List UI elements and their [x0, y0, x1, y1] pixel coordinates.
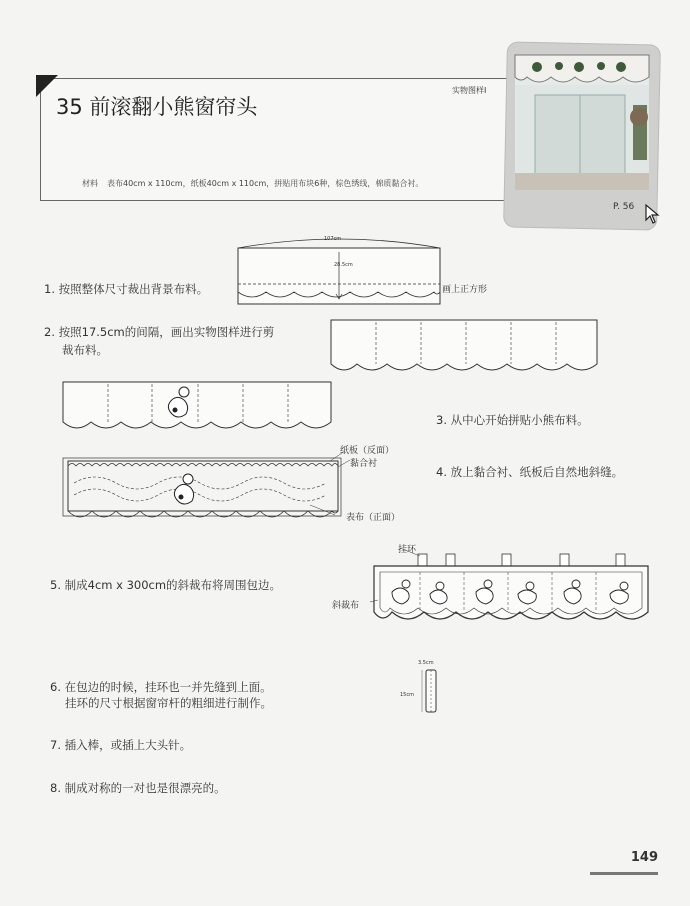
step-6-continued: 挂环的尺寸根据窗帘杆的粗细进行制作。	[65, 696, 272, 710]
label-bias-tape: 斜裁布	[332, 601, 360, 611]
diagram-applique-bear	[62, 380, 332, 440]
diagram-cut-background	[236, 236, 442, 306]
step-2-continued: 裁布料。	[62, 343, 108, 357]
label-loop: 挂环	[398, 545, 417, 555]
dim-loop-height: 15cm	[400, 692, 414, 698]
step-8: 8. 制成对称的一对也是很漂亮的。	[50, 781, 226, 795]
step-1: 1. 按照整体尺寸裁出背景布料。	[44, 282, 209, 296]
page-title: 35 前滚翻小熊窗帘头	[56, 95, 258, 119]
step-3: 3. 从中心开始拼贴小熊布料。	[436, 413, 589, 427]
dim-width: 107cm	[324, 236, 342, 242]
page-number: 149	[630, 850, 658, 865]
step-6: 6. 在包边的时候，挂环也一并先缝到上面。	[50, 680, 272, 694]
label-interfacing: 黏合衬	[350, 459, 378, 469]
materials-text: 表布40cm x 110cm，纸板40cm x 110cm，拼贴用布块6种，棕色绣线，棉质黏合衬。	[107, 179, 424, 188]
label-face-fabric: 表布（正面）	[346, 513, 401, 523]
step-2: 2. 按照17.5cm的间隔，画出实物图样进行剪	[44, 325, 275, 339]
materials-line	[82, 178, 423, 189]
label-top-face: 画上正方形	[442, 285, 488, 295]
dim-loop-width: 3.5cm	[418, 660, 434, 666]
step-4: 4. 放上黏合衬、纸板后自然地斜缝。	[436, 465, 624, 479]
step-7: 7. 插入棒，或插上大头针。	[50, 738, 192, 752]
cursor-arrow-icon	[645, 204, 661, 226]
step-5: 5. 制成4cm x 300cm的斜裁布将周围包边。	[50, 578, 282, 592]
diagram-loop-size	[420, 666, 444, 716]
materials-label: 材料	[82, 179, 98, 188]
page-number-bar	[590, 872, 658, 875]
photo-page-ref: P. 56	[613, 202, 635, 212]
curtain-photo	[515, 55, 649, 190]
dim-height: 28.5cm	[334, 262, 353, 268]
diagram-layers-stitch	[60, 455, 350, 525]
title-corner-mark	[36, 75, 58, 97]
diagram-cut-fabric	[330, 318, 598, 378]
diagram-bias-binding	[370, 540, 652, 640]
label-cardboard: 纸板（反面）	[340, 446, 395, 456]
sample-label: 实物图样Ⅰ	[452, 86, 487, 95]
